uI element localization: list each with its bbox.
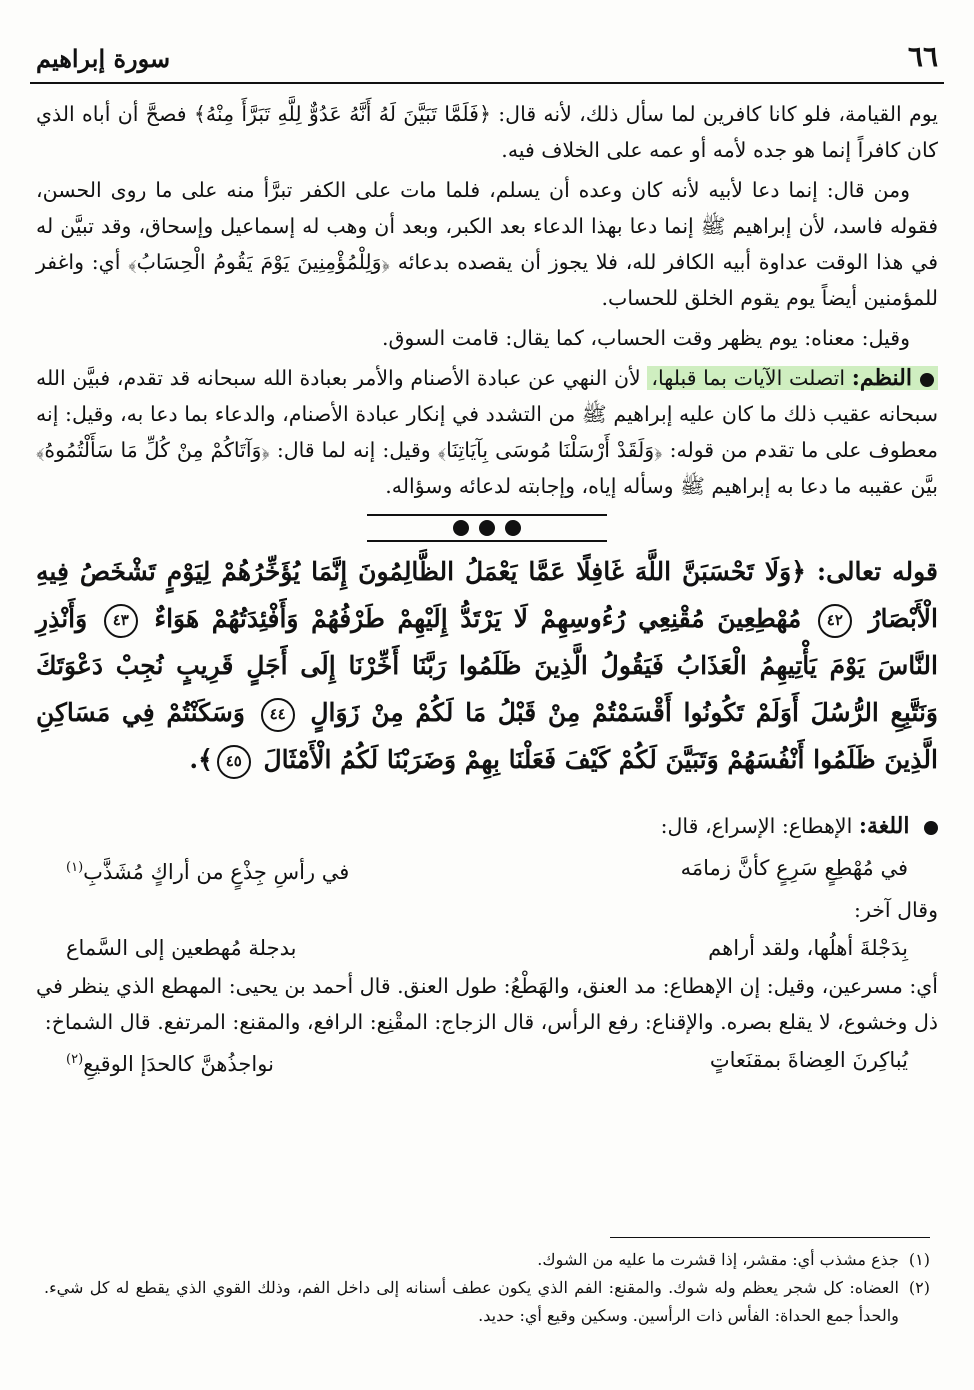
ayah-number-42: ٤٢ — [818, 604, 852, 638]
nazm-term: النظم: — [851, 365, 912, 391]
separator-line-top — [367, 514, 607, 516]
footnote-1 — [44, 1246, 930, 1274]
footnote-rule — [610, 1237, 930, 1238]
lugha-text: أي: مسرعين، وقيل: إن الإهطاع: مد العنق، والهَطْعُ: طول العنق. قال أحمد بن يحيى: المهطع الذي ينظر في ذل وخشوع، لا يقلع بصره. والإقناع: رفع الرأس، قال الزجاج: المقْنِع: الرافع، والمقنع: المرتفع. قال الشماخ: — [36, 974, 938, 1034]
ayah-text-2: مُهْطِعِينَ مُقْنِعِي رُءُوسِهِمْ لَا يَرْتَدُّ إِلَيْهِمْ طَرْفُهُمْ وَأَفْئِدَتُهُمْ هَوَاءٌ — [154, 604, 802, 633]
ayah-text-3: وَأَنْذِرِ النَّاسَ يَوْمَ يَأْتِيهِمُ الْعَذَابُ فَيَقُولُ الَّذِينَ ظَلَمُوا رَبَّنَا أَخِّرْنَا إِلَى أَجَلٍ قَرِيبٍ نُجِبْ دَعْوَتَكَ وَنَتَّبِعِ الرُّسُلَ أَوَلَمْ تَكُونُوا أَقْسَمْتُمْ مِنْ قَبْلُ مَا لَكُمْ مِنْ زَوَالٍ — [36, 604, 938, 727]
poem-verse-1 — [36, 848, 938, 892]
footnote-number: (١) — [908, 1250, 930, 1269]
quran-verses — [36, 548, 938, 783]
ayah-number-44: ٤٤ — [261, 698, 295, 732]
page-body — [36, 96, 938, 1084]
ayah-number-45: ٤٥ — [217, 745, 251, 779]
paragraph-3: وقيل: معناه: يوم يظهر وقت الحساب، كما يقال: قامت السوق. — [381, 326, 910, 350]
book-page — [22, 0, 952, 1390]
footnote-mark-1: (١) — [66, 860, 84, 875]
verse-3-right: يُباكِرنَ العِضاةَ بمقنَعاتٍ — [709, 1048, 908, 1072]
separator-dots-icon — [367, 520, 607, 536]
nazm-paragraph — [36, 360, 938, 504]
bullet-icon — [920, 373, 934, 387]
verse-1-left: في رأسِ جِذْعٍ من أراكٍ مُشَذَّبِ$^{(١)}$ — [66, 860, 350, 884]
verse-1-right: في مُهْطِعٍ سَرِعٍ كأنَّ زمامَه — [680, 856, 908, 880]
other-poet: وقال آخر: — [854, 898, 938, 922]
paragraph-1: يوم القيامة، فلو كانا كافرين لما سأل ذلك، لأنه قال: ﴿فَلَمَّا تَبَيَّنَ لَهُ أَنَّهُ عَدُوٌّ لِلَّهِ تَبَرَّأَ مِنْهُ﴾ فصحَّ أن أباه الذي كان كافراً إنما هو جده لأمه أو عمه على الخلاف فيه. — [36, 102, 938, 162]
lugha-intro — [36, 808, 938, 844]
verse-3-left: نواجذُهنَّ كالحدَإ الوقيعِ$^{(٢)}$ — [66, 1052, 274, 1076]
verse-2-left: بدجلة مُهطعين إلى السَّماع — [66, 936, 297, 960]
footnote-number: (٢) — [908, 1278, 930, 1297]
ayah-lead: قوله تعالى: — [816, 557, 938, 586]
separator-line-bottom — [367, 540, 607, 542]
footnote-mark-2: (٢) — [66, 1052, 84, 1067]
nazm-highlight-text: اتصلت الآيات بما قبلها، — [651, 366, 846, 390]
footnote-text: العضاه: كل شجر يعظم وله شوك. والمقنع: الفم الذي يكون عطف أسنانه إلى داخل الفم، وذلك القوي الذي يقطع له كل شيء. والحدأ جمع الحداة: الفأس ذات الرأسين. وسكين وقيع أي: حديد. — [44, 1278, 899, 1325]
poem-verse-2 — [36, 928, 938, 968]
footnotes — [44, 1246, 930, 1330]
footnote-2 — [44, 1274, 930, 1330]
surah-name: سورة إبراهيم — [36, 44, 171, 73]
page-header — [30, 40, 944, 84]
ayah-text-4: وَسَكَنْتُمْ فِي مَسَاكِنِ الَّذِينَ ظَلَمُوا أَنْفُسَهُمْ وَتَبَيَّنَ لَكُمْ كَيْفَ فَعَلْنَا بِهِمْ وَضَرَبْنَا لَكُمُ الْأَمْثَالَ — [36, 698, 938, 774]
ayah-number-43: ٤٣ — [104, 604, 138, 638]
paragraph-2: ومن قال: إنما دعا لأبيه لأنه كان وعده أن يسلم، فلما مات على الكفر تبرَّأ منه على ما روى الحسن، فقوله فاسد، لأن إبراهيم ﷺ إنما دعا بهذا الدعاء بعد الكبر، وبعد أن وهب له إسماعيل وإسحاق، وقد تبيَّن له في هذا الوقت عداوة أبيه الكافر لله، فلا يجوز أن يقصده بدعائه ﴿وَلِلْمُؤْمِنِينَ يَوْمَ يَقُومُ الْحِسَابُ﴾ أي: واغفر للمؤمنين أيضاً يوم يقوم الخلق للحساب. — [36, 178, 938, 310]
nazm-text: لأن النهي عن عبادة الأصنام والأمر بعبادة الله سبحانه قد تقدم، فبيَّن الله سبحانه عقيب ذلك ما كان عليه إبراهيم ﷺ من التشدد في إنكار عبادة الأصنام، والدعاء بما دعا به، وقيل: إنه معطوف على ما تقدم من قوله: ﴿وَلَقَدْ أَرْسَلْنَا مُوسَى بِآيَاتِنَا﴾ وقيل: إنه لما قال: ﴿وَآتَاكُمْ مِنْ كُلِّ مَا سَأَلْتُمُوهُ﴾ بيَّن عقيبه ما دعا به إبراهيم ﷺ وسأله إياه، وإجابته لدعائه وسؤاله. — [36, 366, 938, 498]
footnote-text: جذع مشذب أي: مقشر، إذا قشرت ما عليه من الشوك. — [537, 1250, 899, 1269]
nazm-highlight — [647, 366, 938, 390]
poem-verse-3 — [36, 1040, 938, 1084]
lugha-term: اللغة: — [858, 813, 910, 839]
ayah-text-1: ﴿وَلَا تَحْسَبَنَّ اللَّهَ غَافِلًا عَمَّا يَعْمَلُ الظَّالِمُونَ إِنَّمَا يُؤَخِّرُهُمْ لِيَوْمٍ تَشْخَصُ فِيهِ الْأَبْصَارُ — [36, 557, 938, 633]
page-number: ٦٦ — [907, 40, 938, 73]
verse-2-right: بِدَجْلةَ أهلُها، ولقد أراهم — [708, 936, 908, 960]
section-separator — [367, 514, 607, 542]
bullet-icon — [924, 821, 938, 835]
lugha-intro-text: الإهطاع: الإسراع، قال: — [660, 814, 853, 838]
ayah-end: ﴾. — [189, 745, 213, 774]
